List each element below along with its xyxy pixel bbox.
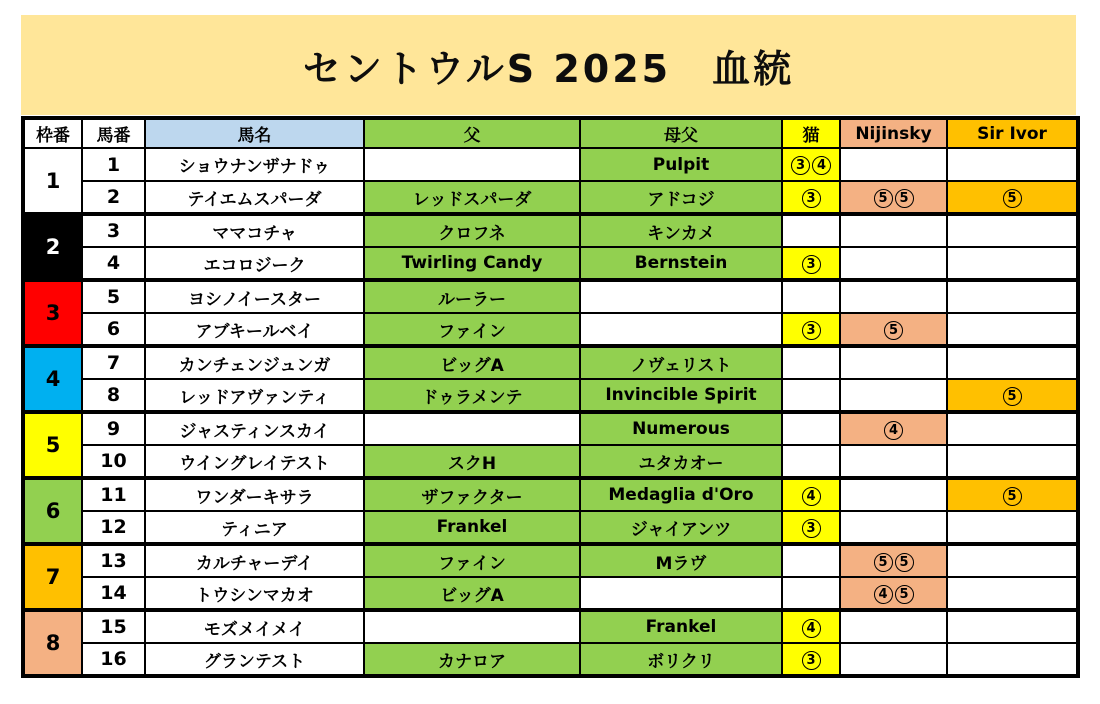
horse-name-cell: モズメイメイ	[145, 610, 364, 643]
circled-number: 3	[802, 651, 821, 670]
horse-number-cell: 12	[82, 511, 145, 544]
nijinsky-cell	[840, 445, 947, 478]
sire-cell	[364, 610, 580, 643]
cat-cell	[782, 313, 840, 346]
cat-cell	[782, 577, 840, 610]
horse-number-cell: 2	[82, 181, 145, 214]
cat-cell	[782, 544, 840, 577]
sire-cell: ファイン	[364, 313, 580, 346]
nijinsky-cell	[840, 280, 947, 313]
horse-number-cell: 3	[82, 214, 145, 247]
table-row	[23, 577, 1078, 610]
header-horse-name: 馬名	[145, 118, 364, 148]
header-row	[23, 118, 1078, 148]
table-row	[23, 478, 1078, 511]
circled-number: 5	[874, 189, 893, 208]
nijinsky-cell	[840, 346, 947, 379]
nijinsky-cell	[840, 478, 947, 511]
sire-cell: ファイン	[364, 544, 580, 577]
horse-number-cell: 9	[82, 412, 145, 445]
table-row	[23, 313, 1078, 346]
horse-name-cell: エコロジーク	[145, 247, 364, 280]
horse-number-cell: 1	[82, 148, 145, 181]
sir-ivor-cell	[947, 610, 1078, 643]
horse-number-cell: 13	[82, 544, 145, 577]
sir-ivor-cell	[947, 544, 1078, 577]
sire-cell: レッドスパーダ	[364, 181, 580, 214]
cat-cell	[782, 379, 840, 412]
dam-sire-cell: ボリクリ	[580, 643, 782, 676]
pedigree-rows	[23, 148, 1078, 676]
sire-cell: ザファクター	[364, 478, 580, 511]
sire-cell	[364, 412, 580, 445]
sir-ivor-cell	[947, 313, 1078, 346]
table-row	[23, 379, 1078, 412]
table-row	[23, 544, 1078, 577]
nijinsky-cell	[840, 544, 947, 577]
header-waku: 枠番	[23, 118, 82, 148]
sire-cell: カナロア	[364, 643, 580, 676]
sir-ivor-cell	[947, 148, 1078, 181]
bracket-cell: 7	[23, 544, 82, 610]
cat-cell	[782, 412, 840, 445]
circled-number: 5	[1003, 487, 1022, 506]
horse-name-cell: ママコチャ	[145, 214, 364, 247]
sir-ivor-cell	[947, 643, 1078, 676]
bracket-cell: 2	[23, 214, 82, 280]
nijinsky-cell	[840, 610, 947, 643]
horse-number-cell: 14	[82, 577, 145, 610]
dam-sire-cell	[580, 577, 782, 610]
nijinsky-cell	[840, 643, 947, 676]
circled-number: 3	[802, 321, 821, 340]
circled-number: 4	[874, 585, 893, 604]
dam-sire-cell: キンカメ	[580, 214, 782, 247]
dam-sire-cell: アドコジ	[580, 181, 782, 214]
header-sir-ivor: Sir Ivor	[947, 118, 1078, 148]
circled-number: 4	[812, 156, 831, 175]
sir-ivor-cell	[947, 511, 1078, 544]
header-umaban: 馬番	[82, 118, 145, 148]
circled-number: 4	[802, 619, 821, 638]
circled-number: 3	[802, 255, 821, 274]
dam-sire-cell: Medaglia d'Oro	[580, 478, 782, 511]
nijinsky-cell	[840, 379, 947, 412]
bracket-cell: 3	[23, 280, 82, 346]
horse-name-cell: ティニア	[145, 511, 364, 544]
table-row	[23, 643, 1078, 676]
sir-ivor-cell	[947, 181, 1078, 214]
table-row	[23, 280, 1078, 313]
horse-name-cell: カルチャーデイ	[145, 544, 364, 577]
cat-cell	[782, 643, 840, 676]
circled-number: 5	[895, 553, 914, 572]
nijinsky-cell	[840, 511, 947, 544]
sir-ivor-cell	[947, 412, 1078, 445]
sir-ivor-cell	[947, 214, 1078, 247]
horse-name-cell: ヨシノイースター	[145, 280, 364, 313]
bracket-cell: 8	[23, 610, 82, 676]
horse-number-cell: 11	[82, 478, 145, 511]
horse-name-cell: ジャスティンスカイ	[145, 412, 364, 445]
dam-sire-cell: Numerous	[580, 412, 782, 445]
cat-cell	[782, 280, 840, 313]
circled-number: 3	[802, 189, 821, 208]
sir-ivor-cell	[947, 478, 1078, 511]
sir-ivor-cell	[947, 247, 1078, 280]
table-row	[23, 412, 1078, 445]
circled-number: 3	[802, 519, 821, 538]
dam-sire-cell: ユタカオー	[580, 445, 782, 478]
sire-cell	[364, 148, 580, 181]
dam-sire-cell: ジャイアンツ	[580, 511, 782, 544]
dam-sire-cell	[580, 280, 782, 313]
cat-cell	[782, 247, 840, 280]
sire-cell: ドゥラメンテ	[364, 379, 580, 412]
table-row	[23, 247, 1078, 280]
cat-cell	[782, 181, 840, 214]
dam-sire-cell: Mラヴ	[580, 544, 782, 577]
nijinsky-cell	[840, 214, 947, 247]
table-row	[23, 610, 1078, 643]
circled-number: 5	[1003, 387, 1022, 406]
nijinsky-cell	[840, 313, 947, 346]
horse-name-cell: ワンダーキサラ	[145, 478, 364, 511]
bracket-cell: 4	[23, 346, 82, 412]
table-header	[23, 118, 1078, 148]
page-title: セントウルS 2025 血統	[302, 46, 795, 91]
dam-sire-cell: Frankel	[580, 610, 782, 643]
circled-number: 4	[802, 487, 821, 506]
sir-ivor-cell	[947, 577, 1078, 610]
horse-name-cell: レッドアヴァンティ	[145, 379, 364, 412]
title-banner	[21, 15, 1076, 115]
horse-name-cell: テイエムスパーダ	[145, 181, 364, 214]
nijinsky-cell	[840, 181, 947, 214]
dam-sire-cell	[580, 313, 782, 346]
cat-cell	[782, 214, 840, 247]
dam-sire-cell: Bernstein	[580, 247, 782, 280]
circled-number: 5	[874, 553, 893, 572]
nijinsky-cell	[840, 148, 947, 181]
sire-cell: ビッグA	[364, 577, 580, 610]
horse-number-cell: 8	[82, 379, 145, 412]
horse-name-cell: カンチェンジュンガ	[145, 346, 364, 379]
table-row	[23, 148, 1078, 181]
sir-ivor-cell	[947, 346, 1078, 379]
horse-number-cell: 16	[82, 643, 145, 676]
horse-name-cell: ショウナンザナドゥ	[145, 148, 364, 181]
horse-number-cell: 6	[82, 313, 145, 346]
dam-sire-cell: ノヴェリスト	[580, 346, 782, 379]
horse-name-cell: トウシンマカオ	[145, 577, 364, 610]
table-row	[23, 214, 1078, 247]
sire-cell: ルーラー	[364, 280, 580, 313]
cat-cell	[782, 445, 840, 478]
circled-number: 5	[895, 189, 914, 208]
cat-cell	[782, 346, 840, 379]
circled-number: 4	[884, 421, 903, 440]
circled-number: 5	[1003, 189, 1022, 208]
cat-cell	[782, 148, 840, 181]
sir-ivor-cell	[947, 445, 1078, 478]
sire-cell: Twirling Candy	[364, 247, 580, 280]
horse-number-cell: 5	[82, 280, 145, 313]
circled-number: 5	[895, 585, 914, 604]
header-nijinsky: Nijinsky	[840, 118, 947, 148]
table-row	[23, 181, 1078, 214]
nijinsky-cell	[840, 412, 947, 445]
bracket-cell: 5	[23, 412, 82, 478]
horse-number-cell: 15	[82, 610, 145, 643]
dam-sire-cell: Invincible Spirit	[580, 379, 782, 412]
header-dam-sire: 母父	[580, 118, 782, 148]
cat-cell	[782, 511, 840, 544]
table-row	[23, 445, 1078, 478]
pedigree-table	[21, 116, 1080, 678]
horse-number-cell: 4	[82, 247, 145, 280]
table-row	[23, 346, 1078, 379]
cat-cell	[782, 610, 840, 643]
header-sire: 父	[364, 118, 580, 148]
sir-ivor-cell	[947, 280, 1078, 313]
circled-number: 5	[884, 321, 903, 340]
sir-ivor-cell	[947, 379, 1078, 412]
horse-name-cell: ウイングレイテスト	[145, 445, 364, 478]
horse-number-cell: 10	[82, 445, 145, 478]
nijinsky-cell	[840, 577, 947, 610]
sire-cell: ビッグA	[364, 346, 580, 379]
header-cat: 猫	[782, 118, 840, 148]
bracket-cell: 1	[23, 148, 82, 214]
dam-sire-cell: Pulpit	[580, 148, 782, 181]
horse-number-cell: 7	[82, 346, 145, 379]
horse-name-cell: グランテスト	[145, 643, 364, 676]
bracket-cell: 6	[23, 478, 82, 544]
table-row	[23, 511, 1078, 544]
circled-number: 3	[791, 156, 810, 175]
horse-name-cell: アブキールベイ	[145, 313, 364, 346]
nijinsky-cell	[840, 247, 947, 280]
cat-cell	[782, 478, 840, 511]
sire-cell: スクH	[364, 445, 580, 478]
sire-cell: Frankel	[364, 511, 580, 544]
sire-cell: クロフネ	[364, 214, 580, 247]
